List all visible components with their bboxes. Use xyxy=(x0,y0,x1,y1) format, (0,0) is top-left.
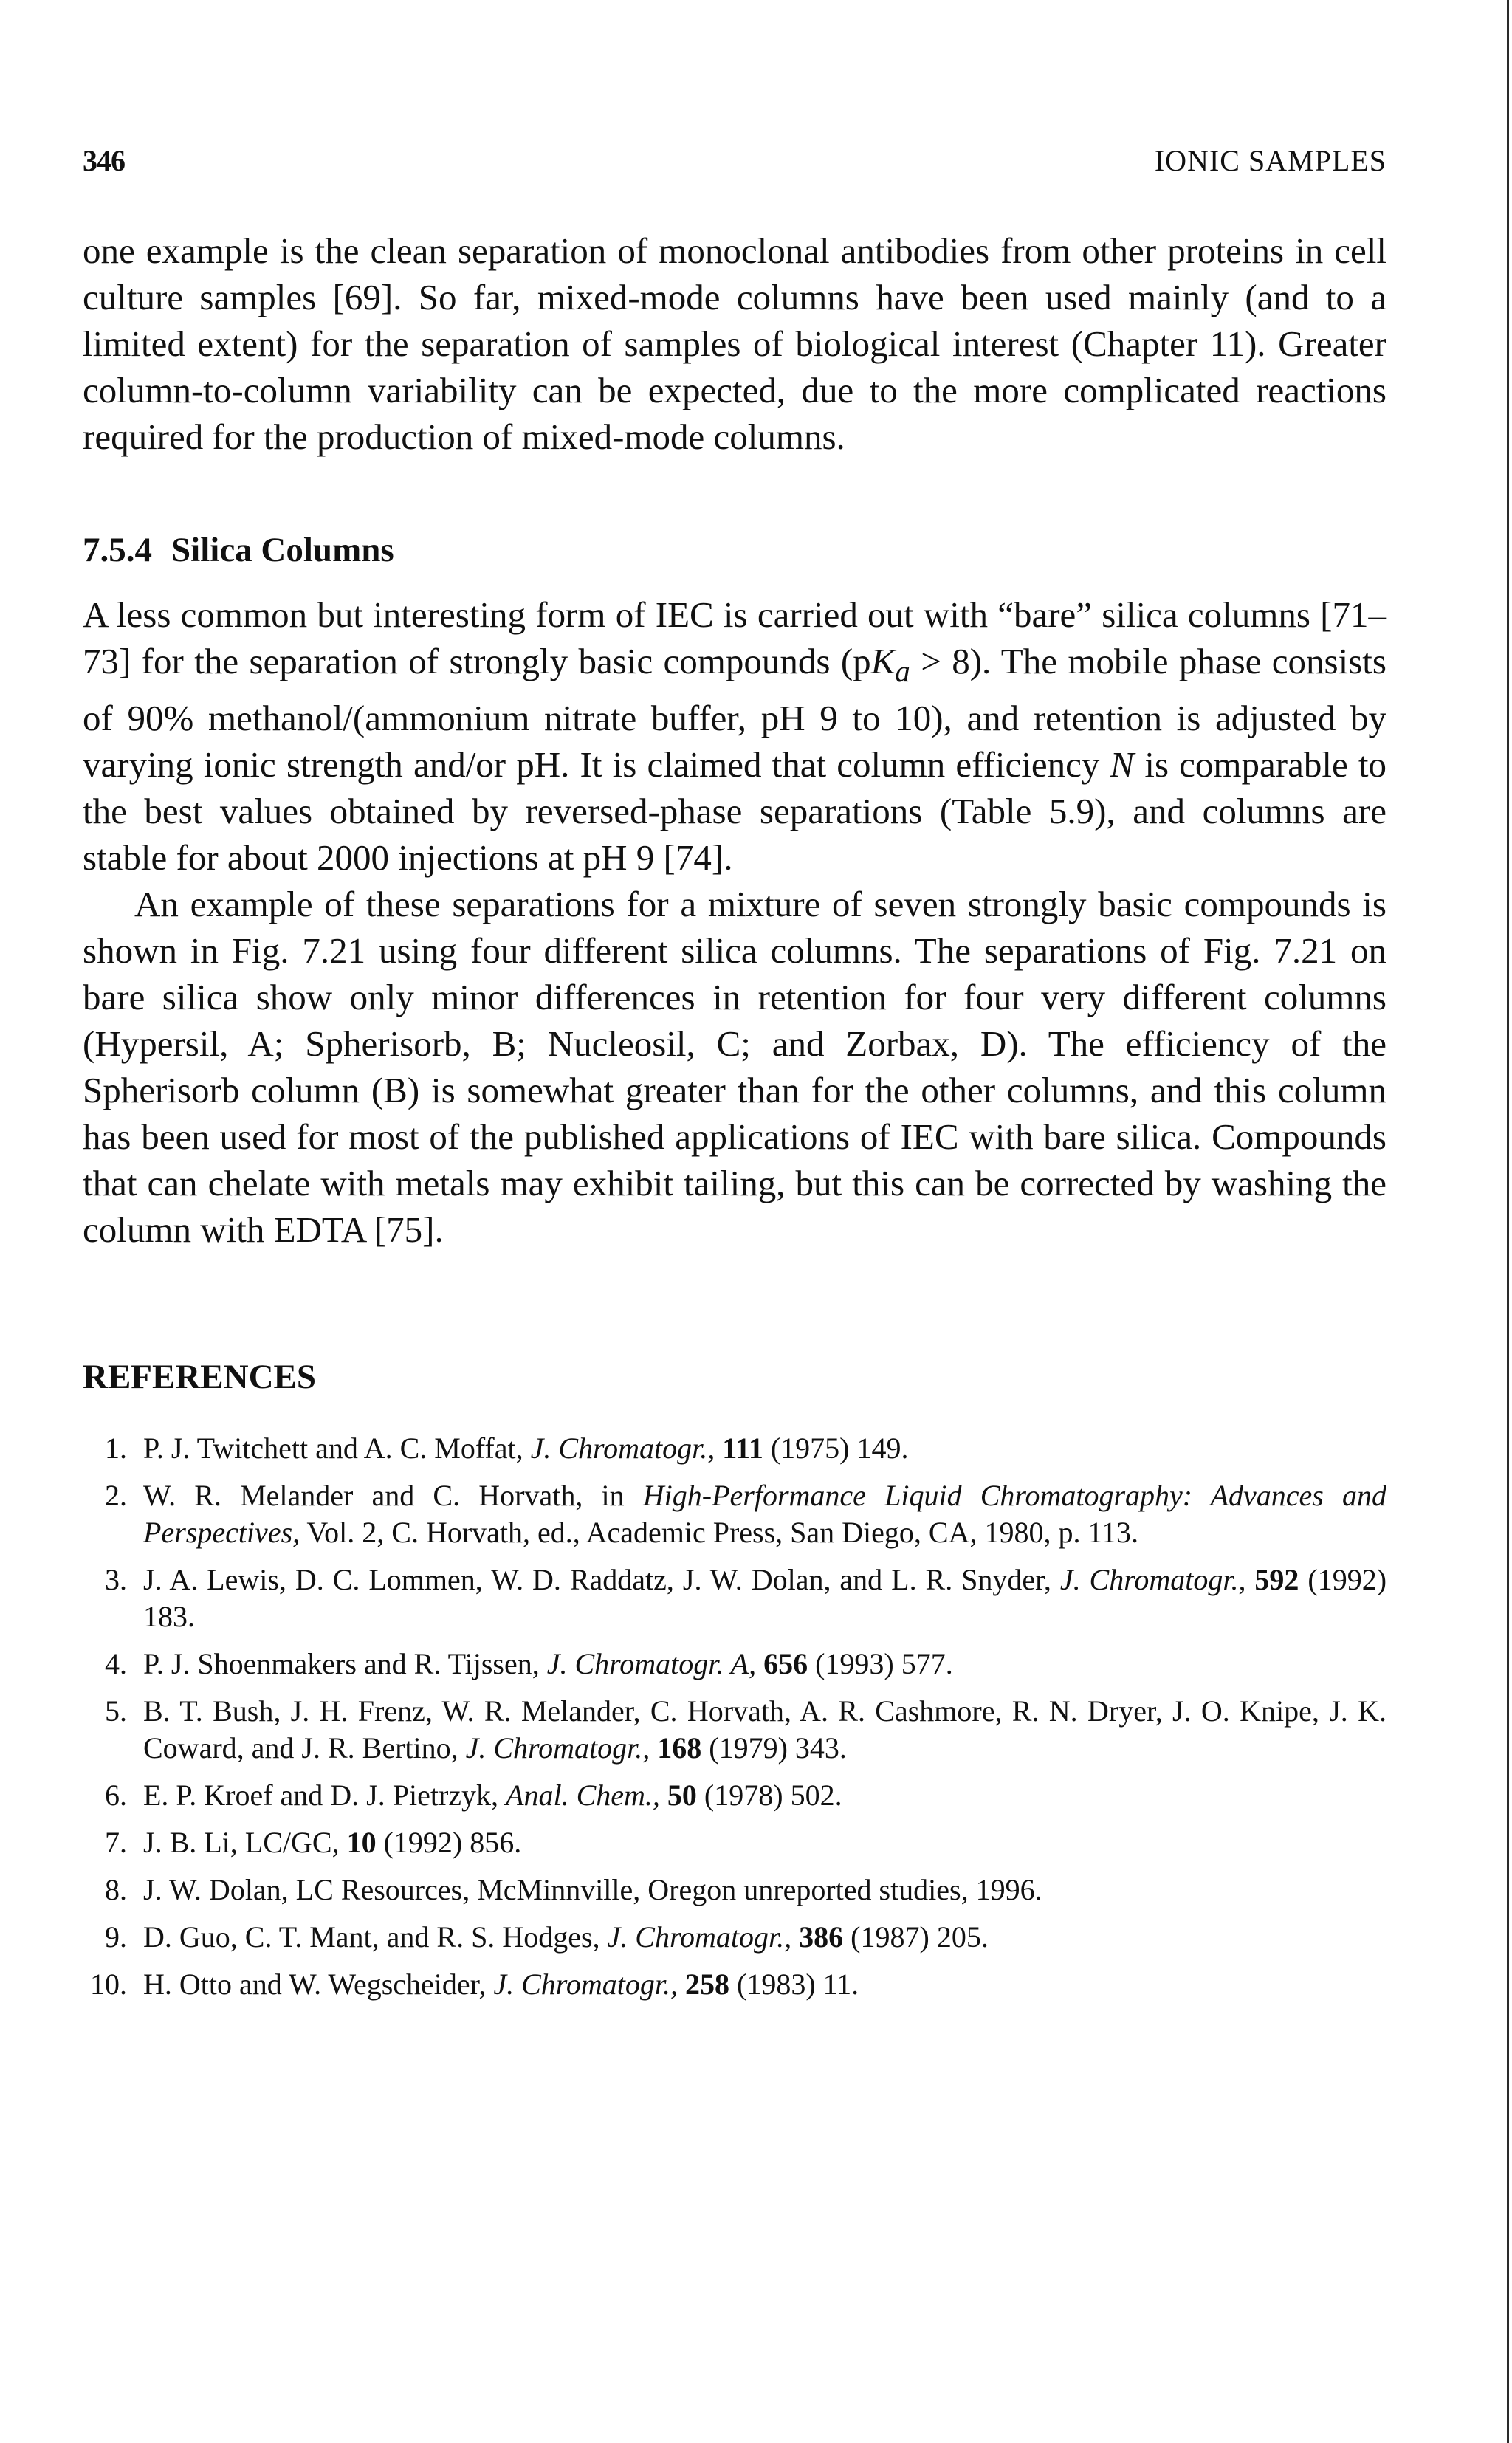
reference-volume: 258 xyxy=(685,1967,730,2001)
reference-item xyxy=(83,1646,1386,1683)
reference-text xyxy=(143,1430,1386,1467)
reference-item xyxy=(83,1872,1386,1908)
reference-space xyxy=(650,1731,657,1765)
reference-number: 6. xyxy=(105,1778,127,1812)
reference-volume: 168 xyxy=(657,1731,702,1765)
reference-journal: J. Chromatogr., xyxy=(607,1920,792,1954)
reference-volume: 656 xyxy=(763,1646,808,1680)
reference-item xyxy=(83,1430,1386,1467)
reference-authors: W. R. Melander and C. Horvath, in xyxy=(143,1478,643,1512)
reference-year-page: (1992) 183. xyxy=(143,1562,1387,1633)
page-number: 346 xyxy=(83,144,125,177)
reference-authors: P. J. Shoenmakers and R. Tijssen, xyxy=(143,1646,547,1680)
reference-item xyxy=(83,1693,1386,1767)
reference-number: 2. xyxy=(105,1478,127,1512)
reference-volume: 592 xyxy=(1254,1562,1299,1596)
pka-subscript: a xyxy=(895,654,910,688)
reference-journal: J. Chromatogr. A, xyxy=(546,1646,757,1680)
reference-journal: J. Chromatogr., xyxy=(465,1731,650,1765)
reference-text xyxy=(143,1561,1386,1635)
reference-volume: 386 xyxy=(799,1920,844,1954)
reference-text xyxy=(143,1872,1386,1908)
reference-number: 7. xyxy=(105,1825,127,1859)
reference-authors: D. Guo, C. T. Mant, and R. S. Hodges, xyxy=(143,1920,608,1954)
reference-item xyxy=(83,1561,1386,1635)
reference-text xyxy=(143,1477,1386,1551)
paragraph-text: is comparable to the best values obtained by reversed-phase separations (Table 5.9), and columns are stable for about 2000 injections at pH 9 [74]. xyxy=(83,743,1386,878)
references-heading: REFERENCES xyxy=(83,1357,317,1396)
section-paragraph-2: An example of these separations for a mixture of seven strongly basic compounds is shown in Fig. 7.21 using four different silica columns. The separations of Fig. 7.21 on bare silica show only minor differences in retention for four very different columns (Hypersil, A; Spherisorb, B; Nucleosil, C; and Zorbax, D). The efficiency of the Spherisorb column (B) is somewhat greater than for the other columns, and this column has been used for most of the published applications of IEC with bare silica. Compounds that can chelate with metals may exhibit tailing, but this can be corrected by washing the column with EDTA [75]. xyxy=(83,883,1386,1250)
pka-symbol: K xyxy=(870,641,896,681)
reference-authors: J. A. Lewis, D. C. Lommen, W. D. Raddatz, J. W. Dolan, and L. R. Snyder, xyxy=(143,1562,1060,1596)
reference-journal: J. Chromatogr., xyxy=(493,1967,678,2001)
reference-number: 4. xyxy=(105,1646,127,1680)
reference-text xyxy=(143,1824,1386,1861)
reference-text xyxy=(143,1693,1386,1767)
reference-number: 3. xyxy=(105,1562,127,1596)
reference-authors: B. T. Bush, J. H. Frenz, W. R. Melander, C. Horvath, A. R. Cashmore, R. N. Dryer, J. O. Knipe, J. K. Coward, and J. R. Bertino, xyxy=(143,1694,1386,1765)
section-number: 7.5.4 xyxy=(83,531,152,569)
reference-volume: 50 xyxy=(667,1778,697,1812)
reference-number: 8. xyxy=(105,1872,127,1906)
reference-number: 1. xyxy=(105,1431,127,1465)
reference-item xyxy=(83,1919,1386,1956)
reference-year-page: (1978) 502. xyxy=(696,1778,842,1812)
reference-authors: J. B. Li, LC/GC, xyxy=(143,1825,347,1859)
reference-item xyxy=(83,1966,1386,2003)
reference-year-page: (1975) 149. xyxy=(763,1431,909,1465)
running-title: IONIC SAMPLES xyxy=(1154,144,1386,177)
running-header xyxy=(83,143,1386,178)
reference-item xyxy=(83,1824,1386,1861)
reference-year-page: (1983) 11. xyxy=(729,1967,859,2001)
reference-year-page: (1992) 856. xyxy=(376,1825,522,1859)
reference-space xyxy=(660,1779,667,1812)
reference-journal: J. Chromatogr., xyxy=(530,1431,715,1465)
intro-paragraph: one example is the clean separation of monoclonal antibodies from other proteins in cell culture samples [69]. So far, mixed-mode columns have been used mainly (and to a limited extent) for the separation of samples of biological interest (Chapter 11). Greater column-to-column variability can be expected, due to the more complicated reactions required for the production of mixed-mode columns. xyxy=(83,230,1386,457)
reference-space xyxy=(715,1432,722,1465)
reference-number: 9. xyxy=(105,1920,127,1954)
reference-journal: J. Chromatogr., xyxy=(1059,1562,1246,1596)
reference-volume: 10 xyxy=(346,1825,377,1859)
reference-volume: 111 xyxy=(722,1431,763,1465)
reference-text xyxy=(143,1966,1386,2003)
main-content xyxy=(83,227,1386,2013)
reference-authors: H. Otto and W. Wegscheider, xyxy=(143,1967,494,2001)
reference-text xyxy=(143,1777,1386,1814)
reference-journal: High-Performance Liquid Chromatography: Advances and Perspectives, xyxy=(143,1478,1386,1549)
reference-year-page: (1979) 343. xyxy=(701,1731,847,1765)
section-title: Silica Columns xyxy=(171,531,394,569)
reference-number: 10. xyxy=(90,1967,127,2001)
efficiency-symbol: N xyxy=(1110,743,1135,785)
section-heading xyxy=(83,528,1386,572)
reference-authors: E. P. Kroef and D. J. Pietrzyk, xyxy=(143,1778,506,1812)
paragraph-text: A less common but interesting form of IEC is carried out with “bare” silica columns [71–73] for the separation of strongly basic compounds (p xyxy=(83,594,1386,681)
reference-text xyxy=(143,1646,1386,1683)
reference-authors: J. W. Dolan, LC Resources, McMinnville, Oregon unreported studies, 1996. xyxy=(143,1872,1042,1906)
reference-item xyxy=(83,1777,1386,1814)
reference-year-page: (1987) 205. xyxy=(843,1920,989,1954)
page-edge-line xyxy=(1507,0,1509,2443)
reference-space xyxy=(791,1920,799,1954)
reference-authors: P. J. Twitchett and A. C. Moffat, xyxy=(143,1431,531,1465)
reference-space xyxy=(1245,1563,1254,1596)
references-list xyxy=(83,1430,1386,2003)
reference-text xyxy=(143,1919,1386,1956)
paragraph-text: > 8). The mobile phase consists of 90% methanol/(ammonium nitrate buffer, pH 9 to 10), and retention is adjusted by varying ionic strength and/or pH. It is claimed that column efficiency xyxy=(83,641,1386,785)
reference-space xyxy=(756,1647,763,1680)
reference-journal: Anal. Chem., xyxy=(506,1778,660,1812)
section-paragraph-1 xyxy=(83,591,1386,881)
reference-year-page: (1993) 577. xyxy=(808,1646,953,1680)
reference-year-page: Vol. 2, C. Horvath, ed., Academic Press, San Diego, CA, 1980, p. 113. xyxy=(306,1515,1138,1549)
reference-number: 5. xyxy=(105,1694,127,1728)
reference-space xyxy=(678,1968,685,2001)
reference-item xyxy=(83,1477,1386,1551)
